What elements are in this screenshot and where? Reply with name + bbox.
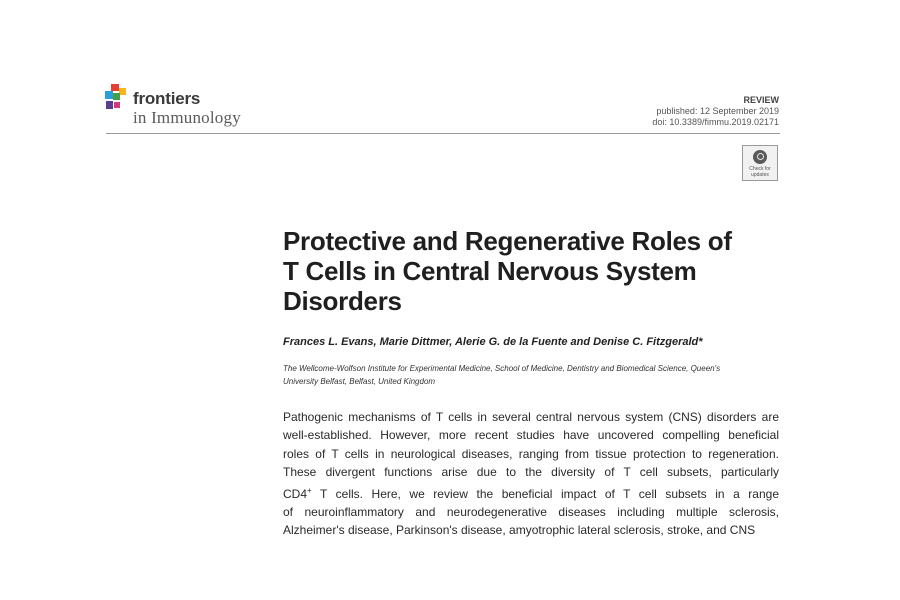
- affiliation: [283, 362, 783, 388]
- journal-name: in Immunology: [133, 108, 241, 127]
- article-meta: [652, 95, 779, 128]
- frontiers-cube-icon: [104, 84, 130, 112]
- published-date: published: 12 September 2019: [656, 106, 779, 116]
- abstract-line: of neuroinflammatory and neurodegenerative diseases including multiple sclerosis,: [283, 505, 779, 520]
- title-line: T Cells in Central Nervous System: [283, 256, 697, 286]
- affiliation-line: The Wellcome-Wolfson Institute for Experimental Medicine, School of Medicine, Dentistry and Biomedical Science, Queen's: [283, 364, 721, 373]
- abstract-cd4-text: CD4: [283, 486, 308, 501]
- superscript-plus: +: [307, 485, 312, 495]
- article-title: [283, 226, 793, 316]
- header-divider: [106, 133, 780, 134]
- check-updates-label: Check for updates: [749, 166, 771, 178]
- abstract: [283, 408, 779, 540]
- frontiers-logo[interactable]: [104, 84, 274, 130]
- article-type: REVIEW: [743, 95, 779, 105]
- abstract-line-rest: T cells. Here, we review the beneficial impact of T cell subsets in a range: [311, 486, 779, 501]
- title-line: Protective and Regenerative Roles of: [283, 226, 732, 256]
- abstract-line: [283, 482, 779, 503]
- check-for-updates-button[interactable]: [742, 145, 778, 181]
- affiliation-line: University Belfast, Belfast, United Kingdom: [283, 377, 436, 386]
- abstract-line: Alzheimer's disease, Parkinson's disease, amyotrophic lateral sclerosis, stroke, and CNS: [283, 523, 756, 538]
- author-list[interactable]: Frances L. Evans, Marie Dittmer, Alerie G. de la Fuente and Denise C. Fitzgerald*: [283, 336, 703, 348]
- abstract-line: roles of T cells in neurological diseases, ranging from tissue protection to regeneration.: [283, 446, 779, 461]
- brand-name: frontiers: [133, 89, 201, 108]
- check-updates-icon: [753, 150, 767, 164]
- doi-link[interactable]: doi: 10.3389/fimmu.2019.02171: [652, 117, 779, 127]
- title-line: Disorders: [283, 286, 402, 316]
- abstract-line: Pathogenic mechanisms of T cells in several central nervous system (CNS) disorders are: [283, 410, 779, 424]
- abstract-line: well-established. However, more recent studies have uncovered compelling beneficial: [283, 428, 779, 443]
- abstract-line: These divergent functions arise due to the diversity of T cell subsets, particularly: [283, 465, 779, 480]
